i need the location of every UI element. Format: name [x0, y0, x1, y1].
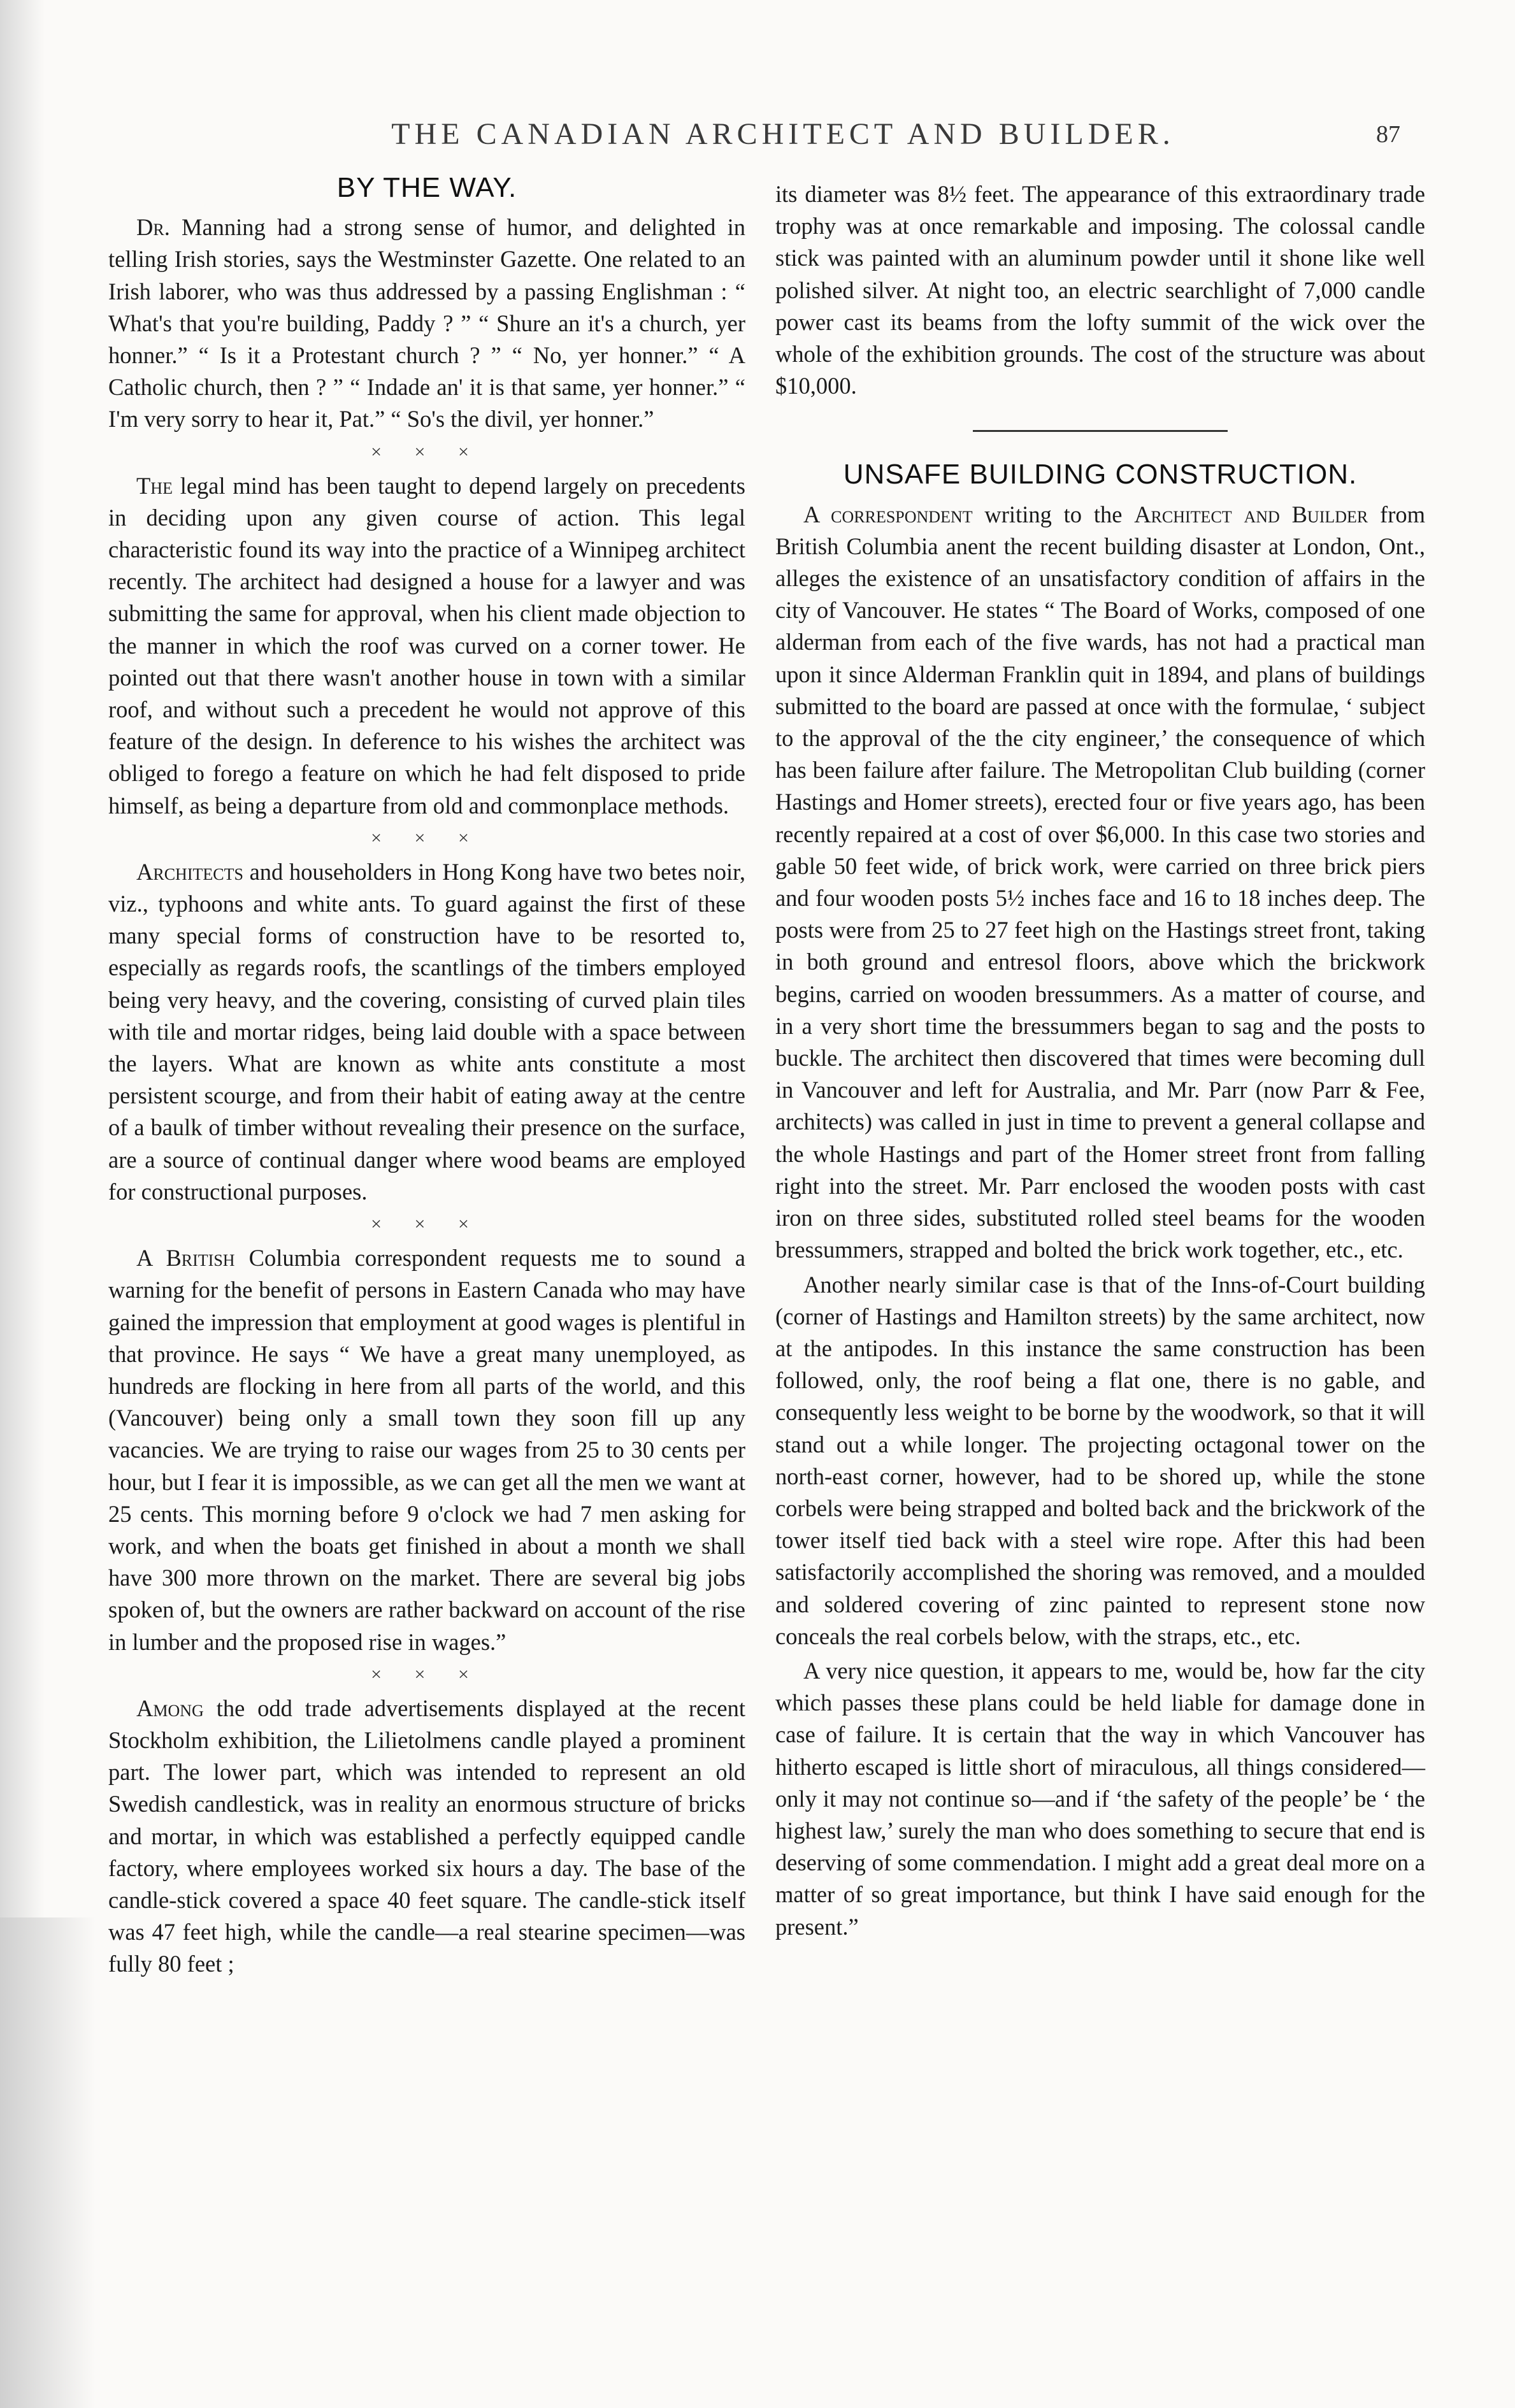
paragraph-lead: The — [136, 472, 173, 499]
paragraph-candle-continued: its diameter was 8½ feet. The appearance of this extraordinary trade trophy was at once remarkable and imposing. The colossal candle stick was painted with an aluminum powder until it shone like well polished silver. At night too, an electric searchlight of 7,000 candle power cast its beams from the lofty summit of the wick over the whole of the exhibition grounds. The cost of the structure was about $10,000. — [775, 181, 1425, 399]
page-gutter-shadow-lower — [0, 1917, 96, 2408]
paragraph-mid: writing to the — [972, 501, 1135, 527]
paragraph-nice-question: A very nice question, it appears to me, would be, how far the city which passes these plans could be held liable for damage done in case of failure. It is certain that the way in which Vancouver has hitherto escaped is little short of miraculous, all things considered—only it may not continue so—and if ‘the safety of the people’ be ‘ the highest law,’ surely the man who does something to secure that end is deserving of some commendation. I might add a great deal more on a matter of so great importance, but think I have said enough for the present.” — [775, 1657, 1425, 1940]
paragraph-body: Manning had a strong sense of humor, and delighted in telling Irish stories, says the Westminster Gazette. One related to an Irish laborer, who was thus addressed by a passing Englishman : “ What's that you're building, Paddy ? ” “ Shure an it's a church, yer honner.” “ Is it a Protestant church ? ” “ No, yer honner.” “ A Catholic church, then ? ” “ Indade an' it is that same, yer honner.” “ I'm very sorry to hear it, Pat.” “ So's the divil, yer honner.” — [108, 214, 745, 433]
paragraph-body: Columbia correspondent requests me to sound a warning for the benefit of persons in Eastern Canada who may have gained the impression that employment at good wages is plentiful in that province. He says “ We have a great many unemployed, as hundreds are flocking in here from all parts of the world, and this (Vancouver) being only a small town they soon fill up any vacancies. We are trying to raise our wages from 25 to 30 cents per hour, but I fear it is impossible, as we can get all the men we want at 25 cents. This morning before 9 o'clock we had 7 men asking for work, and when the boats get finished in about a month we shall have 300 more thrown on the market. There are several big jobs spoken of, but the owners are rather backward on account of the rise in lumber and the proposed rise in wages.” — [108, 1245, 745, 1655]
separator: × × × — [371, 827, 483, 849]
paragraph-british-columbia — [108, 1242, 745, 1658]
paragraph-body: from British Columbia anent the recent building disaster at London, Ont., alleges the existence of an unsatisfactory condition of affairs in the city of Vancouver. He states “ The Board of Works, composed of one alderman from each of the five wards, has not had a practical man upon it since Alderman Franklin quit in 1894, and plans of buildings submitted to the board are passed at once with the formulae, ‘ subject to the approval of the the city engineer,’ the consequence of which has been failure after failure. The Metropolitan Club building (corner Hastings and Homer streets), erected four or five years ago, has been recently repaired at a cost of over $6,000. In this case two stories and gable 50 feet wide, of brick work, were carried on three brick piers and four wooden posts 5½ inches face and 16 to 18 inches deep. The posts were from 25 to 27 feet high on the Hastings street front, taking in both ground and entresol floors, above which the brickwork begins, carried on wooden bressummers. As a matter of course, and in a very short time the bressummers began to sag and the posts to buckle. The architect then discovered that times were becoming dull in Vancouver and left for Australia, and Mr. Parr (now Parr & Fee, architects) was called in just in time to prevent a general collapse and the whole Hastings and part of the Homer street front from falling right into the street. Mr. Parr enclosed the wooden posts with cast iron on three sides, substituted rolled steel beams for the wooden bressummers, strapped and bolted the brick work together, etc., etc. — [775, 501, 1425, 1263]
paragraph-lead: Architects — [136, 858, 243, 885]
paragraph-lead: Among — [136, 1695, 204, 1721]
page-number: 87 — [1376, 121, 1400, 148]
paragraph-lead: Dr. — [136, 214, 170, 241]
paragraph-lead: correspondent — [831, 501, 973, 527]
separator: × × × — [371, 1214, 483, 1235]
paragraph-body: the odd trade advertisements displayed at the recent Stockholm exhibition, the Lilietolmens candle played a prominent part. The lower part, which was intended to represent an old Swedish candlestick, was in reality an enormous structure of bricks and mortar, in which was established a perfectly equipped candle factory, where employees worked six hours a day. The base of the candle-stick covered a space 40 feet square. The candle-stick itself was 47 feet high, while the candle—a real stearine specimen—was fully 80 feet ; — [108, 1695, 745, 1977]
running-head — [0, 117, 1515, 155]
paragraph-correspondent — [775, 499, 1425, 1266]
paragraph-inns-of-court: Another nearly similar case is that of the Inns-of-Court building (corner of Hastings and Hamilton streets) by the same architect, now at the antipodes. In this instance the same construction has been followed, only, the roof being a flat one, there is no gable, and consequently less weight to be borne by the woodwork, so that it will stand out a while longer. The projecting octagonal tower on the north-east corner, however, had to be shored up, while the stone corbels were being strapped and bolted back and the brickwork of the tower itself tied back with a steel wire rope. After this had been satisfactorily accomplished the shoring was removed, and a moulded and soldered covering of zinc painted to represent stone now conceals the real corbels below, with the straps, etc., etc. — [775, 1271, 1425, 1649]
paragraph-lead: British — [166, 1245, 235, 1272]
publication-name: Architect and Builder — [1134, 501, 1368, 527]
right-column — [775, 178, 1425, 1943]
section-heading-unsafe-building: UNSAFE BUILDING CONSTRUCTION. — [843, 459, 1358, 491]
paragraph-hong-kong — [108, 856, 745, 1208]
paragraph-pre: A — [136, 1245, 166, 1272]
running-title: THE CANADIAN ARCHITECT AND BUILDER. — [391, 117, 1175, 151]
separator: × × × — [371, 441, 483, 462]
section-heading-by-the-way: BY THE WAY. — [336, 172, 517, 203]
left-column — [108, 172, 745, 1981]
paragraph-stockholm — [108, 1693, 745, 1981]
section-divider-rule — [973, 430, 1228, 432]
paragraph-body: and householders in Hong Kong have two betes noir, viz., typhoons and white ants. To guard against the first of these many special forms of construction have to be resorted to, especially as regards roofs, the scantlings of the timbers employed being very heavy, and the covering, consisting of curved plain tiles with tile and mortar ridges, being laid double with a space between the layers. What are known as white ants constitute a most persistent scourge, and from their habit of eating away at the centre of a baulk of timber without revealing their presence on the surface, are a source of continual danger where wood beams are employed for constructional purposes. — [108, 858, 745, 1205]
paragraph-manning — [108, 211, 745, 435]
paragraph-body: legal mind has been taught to depend largely on precedents in deciding upon any given course of action. This legal characteristic found its way into the practice of a Winnipeg architect recently. The architect had designed a house for a lawyer and was submitting the same for approval, when his client made objection to the manner in which the roof was curved on a corner tower. He pointed out that there wasn't another house in town with a similar roof, and without such a precedent he would not approve of this feature of the design. In deference to his wishes the architect was obliged to forego a feature on which he had felt disposed to pride himself, as being a departure from old and commonplace methods. — [108, 472, 745, 819]
paragraph-pre: A — [803, 501, 831, 527]
separator: × × × — [371, 1663, 483, 1685]
paragraph-legal-mind — [108, 470, 745, 822]
